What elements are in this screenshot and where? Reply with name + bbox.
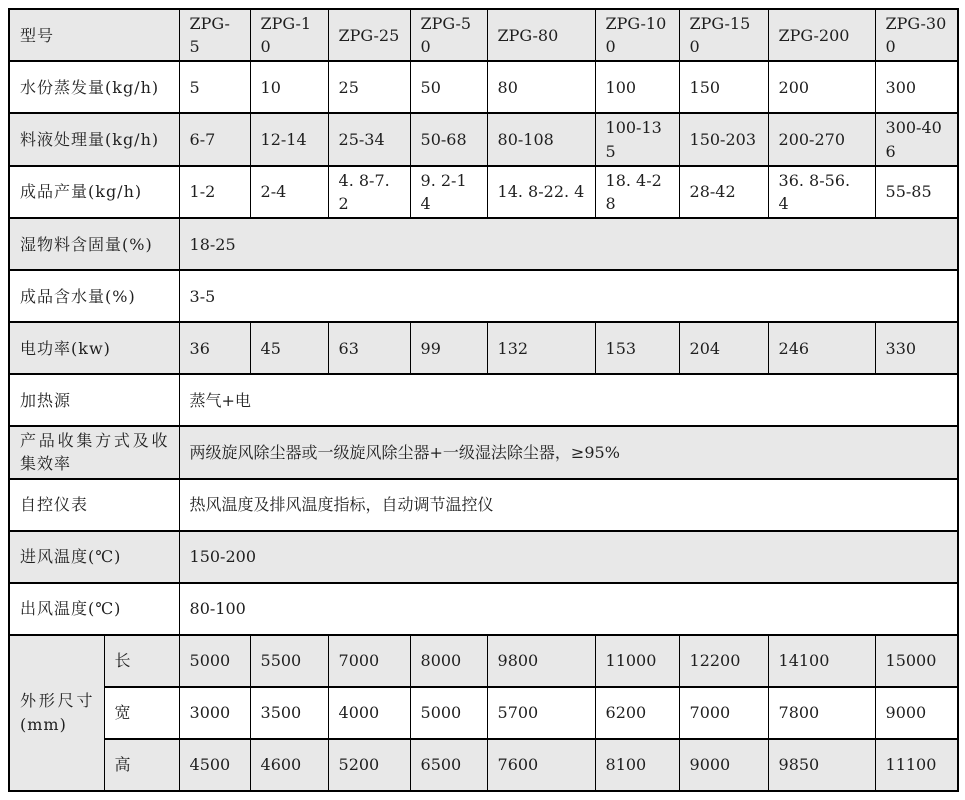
table-row <box>9 426 958 478</box>
cell-value: 150 <box>679 61 768 113</box>
table-row <box>9 113 958 165</box>
cell-value: 132 <box>487 322 595 374</box>
cell-value: 5000 <box>410 687 487 739</box>
row-label: 料液处理量(kg/h) <box>9 113 179 165</box>
cell-value: 5700 <box>487 687 595 739</box>
cell-value: 两级旋风除尘器或一级旋风除尘器+一级湿法除尘器，≥95% <box>179 426 958 478</box>
row-label: 成品产量(kg/h) <box>9 166 179 218</box>
cell-value: 18-25 <box>179 218 958 270</box>
cell-value: 200-270 <box>768 113 875 165</box>
cell-value: 100 <box>595 61 679 113</box>
cell-value: 5 <box>179 61 250 113</box>
row-label: 湿物料含固量(%) <box>9 218 179 270</box>
table-row <box>9 635 958 687</box>
row-label: 出风温度(℃) <box>9 583 179 635</box>
table-row <box>9 9 958 61</box>
cell-value: 14100 <box>768 635 875 687</box>
cell-value: 4600 <box>250 739 328 791</box>
model-header: ZPG-5 <box>179 9 250 61</box>
table-row <box>9 531 958 583</box>
cell-value: 10 <box>250 61 328 113</box>
cell-value: 25 <box>328 61 410 113</box>
cell-value: 45 <box>250 322 328 374</box>
cell-value: 100-135 <box>595 113 679 165</box>
cell-value: 15000 <box>875 635 958 687</box>
table-row <box>9 61 958 113</box>
cell-value: 99 <box>410 322 487 374</box>
row-label: 外形尺寸(mm) <box>9 635 104 791</box>
cell-value: 7000 <box>679 687 768 739</box>
cell-value: 4500 <box>179 739 250 791</box>
dimension-label: 长 <box>104 635 179 687</box>
table-row <box>9 218 958 270</box>
model-header: ZPG-300 <box>875 9 958 61</box>
cell-value: 3-5 <box>179 270 958 322</box>
cell-value: 5500 <box>250 635 328 687</box>
row-label: 加热源 <box>9 374 179 426</box>
table-row <box>9 270 958 322</box>
cell-value: 300-406 <box>875 113 958 165</box>
cell-value: 36. 8-56. 4 <box>768 166 875 218</box>
cell-value: 5200 <box>328 739 410 791</box>
cell-value: 1-2 <box>179 166 250 218</box>
model-header: ZPG-50 <box>410 9 487 61</box>
cell-value: 9. 2-14 <box>410 166 487 218</box>
table-row <box>9 739 958 791</box>
cell-value: 7600 <box>487 739 595 791</box>
dimension-label: 高 <box>104 739 179 791</box>
row-label: 自控仪表 <box>9 479 179 531</box>
cell-value: 9850 <box>768 739 875 791</box>
cell-value: 2-4 <box>250 166 328 218</box>
cell-value: 28-42 <box>679 166 768 218</box>
row-label: 水份蒸发量(kg/h) <box>9 61 179 113</box>
table-row <box>9 166 958 218</box>
model-header: ZPG-80 <box>487 9 595 61</box>
cell-value: 246 <box>768 322 875 374</box>
cell-value: 5000 <box>179 635 250 687</box>
cell-value: 153 <box>595 322 679 374</box>
cell-value: 7800 <box>768 687 875 739</box>
cell-value: 6200 <box>595 687 679 739</box>
cell-value: 14. 8-22. 4 <box>487 166 595 218</box>
cell-value: 3000 <box>179 687 250 739</box>
table-row <box>9 583 958 635</box>
cell-value: 55-85 <box>875 166 958 218</box>
row-label: 成品含水量(%) <box>9 270 179 322</box>
cell-value: 9000 <box>679 739 768 791</box>
cell-value: 热风温度及排风温度指标，自动调节温控仪 <box>179 479 958 531</box>
cell-value: 蒸气+电 <box>179 374 958 426</box>
cell-value: 200 <box>768 61 875 113</box>
cell-value: 8000 <box>410 635 487 687</box>
cell-value: 6500 <box>410 739 487 791</box>
table-row <box>9 687 958 739</box>
dimension-label: 宽 <box>104 687 179 739</box>
cell-value: 18. 4-28 <box>595 166 679 218</box>
table-row <box>9 374 958 426</box>
model-header: ZPG-200 <box>768 9 875 61</box>
cell-value: 50-68 <box>410 113 487 165</box>
cell-value: 150-200 <box>179 531 958 583</box>
model-header: ZPG-150 <box>679 9 768 61</box>
table-row <box>9 479 958 531</box>
cell-value: 80-100 <box>179 583 958 635</box>
cell-value: 6-7 <box>179 113 250 165</box>
model-header: ZPG-25 <box>328 9 410 61</box>
cell-value: 80-108 <box>487 113 595 165</box>
model-header: ZPG-10 <box>250 9 328 61</box>
cell-value: 63 <box>328 322 410 374</box>
cell-value: 50 <box>410 61 487 113</box>
cell-value: 12200 <box>679 635 768 687</box>
cell-value: 300 <box>875 61 958 113</box>
cell-value: 9800 <box>487 635 595 687</box>
cell-value: 7000 <box>328 635 410 687</box>
cell-value: 4. 8-7. 2 <box>328 166 410 218</box>
row-label: 电功率(kw) <box>9 322 179 374</box>
cell-value: 36 <box>179 322 250 374</box>
cell-value: 80 <box>487 61 595 113</box>
cell-value: 25-34 <box>328 113 410 165</box>
row-label: 进风温度(℃) <box>9 531 179 583</box>
table-row <box>9 322 958 374</box>
cell-value: 11100 <box>875 739 958 791</box>
model-header: ZPG-100 <box>595 9 679 61</box>
cell-value: 11000 <box>595 635 679 687</box>
cell-value: 204 <box>679 322 768 374</box>
cell-value: 9000 <box>875 687 958 739</box>
row-label: 产品收集方式及收集效率 <box>9 426 179 478</box>
spec-table <box>8 8 959 792</box>
cell-value: 150-203 <box>679 113 768 165</box>
cell-value: 330 <box>875 322 958 374</box>
cell-value: 8100 <box>595 739 679 791</box>
cell-value: 12-14 <box>250 113 328 165</box>
cell-value: 3500 <box>250 687 328 739</box>
cell-value: 4000 <box>328 687 410 739</box>
row-label: 型号 <box>9 9 179 61</box>
